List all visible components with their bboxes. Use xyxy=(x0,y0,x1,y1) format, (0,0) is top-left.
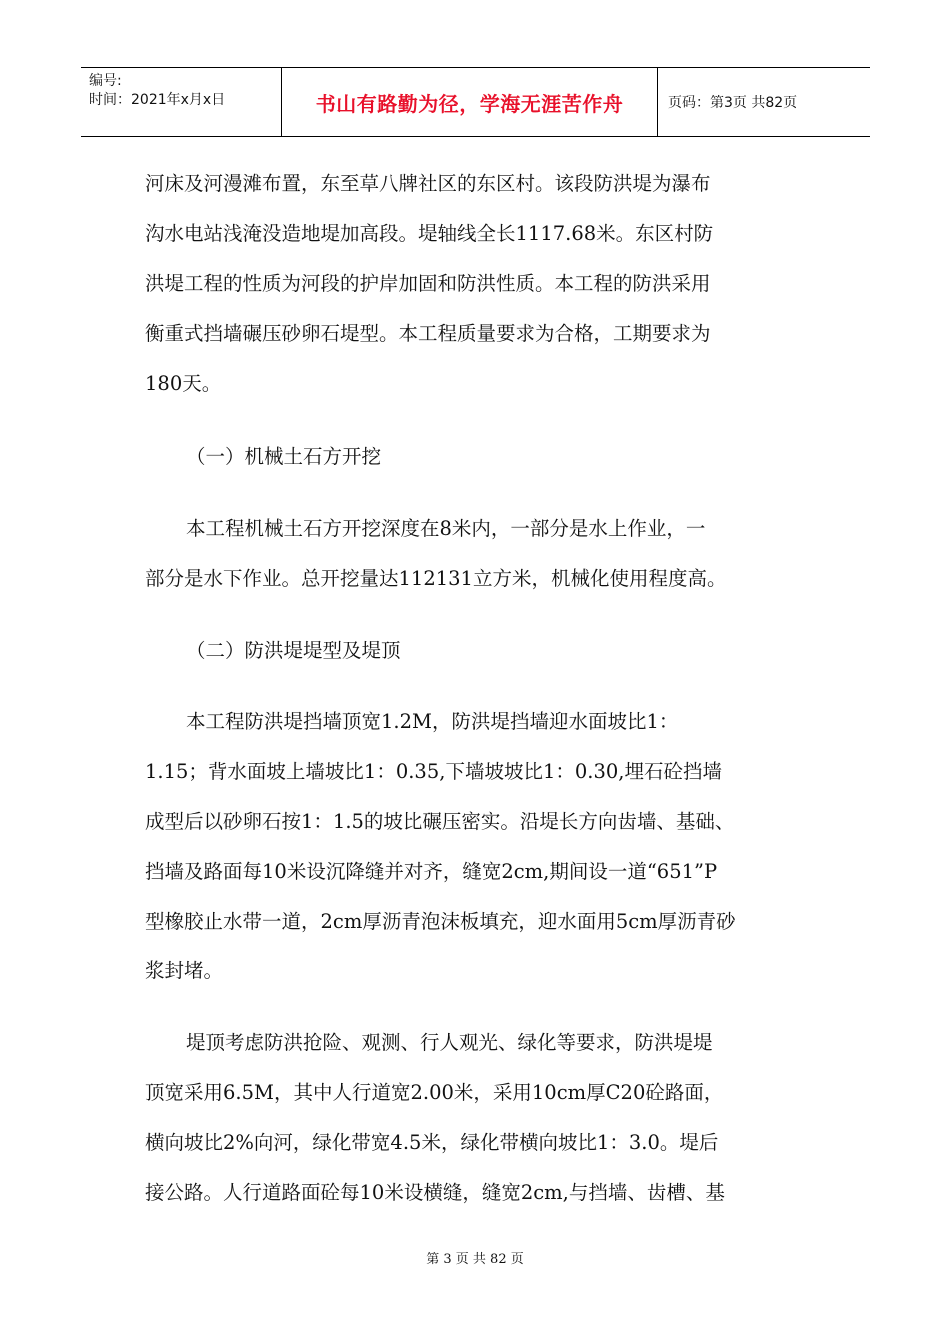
body-line: 浆封堵。 xyxy=(145,959,224,982)
body-line: 本工程机械土石方开挖深度在8米内，一部分是水上作业，一 xyxy=(186,517,706,540)
body-line: 堤顶考虑防洪抢险、观测、行人观光、绿化等要求，防洪堤堤 xyxy=(186,1031,713,1054)
header-page-info: 页码：第3页 共82页 xyxy=(668,95,798,111)
body-line: 顶宽采用6.5M，其中人行道宽2.00米，采用10cm厚C20砼路面， xyxy=(145,1081,724,1104)
section-heading: （二）防洪堤堤型及堤顶 xyxy=(186,639,401,662)
body-line: 成型后以砂卵石按1：1.5的坡比碾压密实。沿堤长方向齿墙、基础、 xyxy=(145,810,735,833)
body-line: 衡重式挡墙碾压砂卵石堤型。本工程质量要求为合格，工期要求为 xyxy=(145,322,711,345)
body-line: 接公路。人行道路面砼每10米设横缝，缝宽2cm,与挡墙、齿槽、基 xyxy=(145,1181,725,1204)
body-line: 部分是水下作业。总开挖量达112131立方米，机械化使用程度高。 xyxy=(145,567,727,590)
header-motto: 书山有路勤为径，学海无涯苦作舟 xyxy=(315,91,624,116)
body-line: 洪堤工程的性质为河段的护岸加固和防洪性质。本工程的防洪采用 xyxy=(145,272,711,295)
document-number-label: 编号: xyxy=(89,73,122,89)
body-line: 河床及河漫滩布置，东至草八牌社区的东区村。该段防洪堤为瀑布 xyxy=(145,172,711,195)
body-line: 挡墙及路面每10米设沉降缝并对齐，缝宽2cm,期间设一道“651”P xyxy=(145,860,718,883)
body-line: 本工程防洪堤挡墙顶宽1.2M，防洪堤挡墙迎水面坡比1： xyxy=(186,710,679,733)
body-line: 横向坡比2%向河，绿化带宽4.5米，绿化带横向坡比1：3.0。堤后 xyxy=(145,1131,719,1154)
body-line: 1.15；背水面坡上墙坡比1：0.35,下墙坡坡比1：0.30,埋石砼挡墙 xyxy=(145,760,722,783)
section-heading: （一）机械土石方开挖 xyxy=(186,445,382,468)
body-line: 180天。 xyxy=(145,372,222,395)
document-date-label: 时间：2021年x月x日 xyxy=(89,92,226,108)
page-footer: 第 3 页 共 82 页 xyxy=(426,1252,524,1267)
body-line: 沟水电站浅淹没造地堤加高段。堤轴线全长1117.68米。东区村防 xyxy=(145,222,714,245)
body-line: 型橡胶止水带一道，2cm厚沥青泡沫板填充，迎水面用5cm厚沥青砂 xyxy=(145,910,736,933)
